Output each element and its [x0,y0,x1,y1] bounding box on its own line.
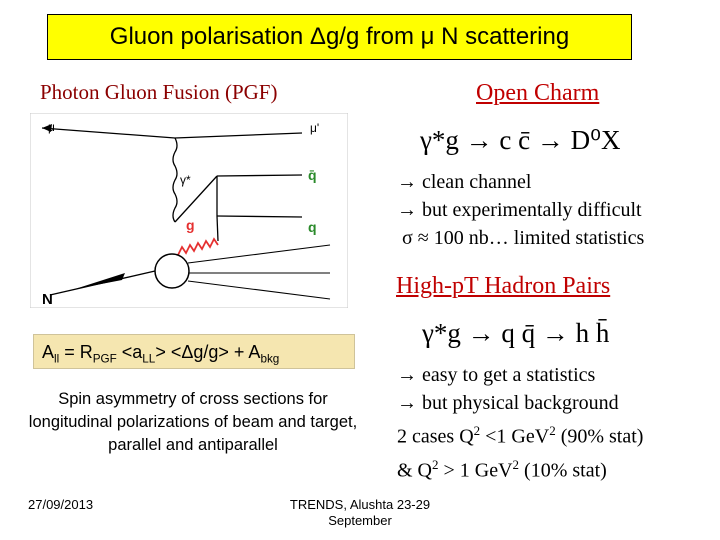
high-pt-note-4-c: (10% stat) [519,459,607,482]
formula-plus: + A [228,342,261,362]
label-mu-out: μ' [310,121,320,135]
formula-r-sub: PGF [92,352,117,366]
label-nucleon: N [42,291,53,308]
diagram-frame [30,113,348,308]
label-q: q [308,219,317,235]
high-pt-note-4-sup2: 2 [512,456,520,472]
slide-title: Gluon polarisation Δg/g from μ N scattering [47,14,632,60]
open-charm-heading: Open Charm [476,80,600,106]
high-pt-note-3 [397,417,643,451]
diagram-svg [30,113,348,308]
high-pt-note-1: → easy to get a statistics [397,364,596,386]
label-gamma: γ* [180,173,191,187]
formula-open: <a [116,342,143,362]
open-charm-note-3: σ ≈ 100 nb… limited statistics [402,227,645,249]
high-pt-note-3-sup1: 2 [473,423,481,438]
footer-conference: TRENDS, Alushta 23-29 September [289,497,431,528]
label-gluon: g [186,217,195,233]
high-pt-note-4-b: > 1 GeV [438,459,513,482]
nucleon-blob [155,254,189,288]
high-pt-note-4-sup1: 2 [432,456,439,472]
high-pt-note-3-sup2: 2 [549,423,556,438]
high-pt-note-4-a: & Q [397,459,432,482]
open-charm-notes [397,168,644,252]
formula-eq-r: = R [59,342,93,362]
formula-a-sub: ll [54,352,60,366]
high-pt-note-3-b: <1 GeV [480,425,550,448]
footer-date: 27/09/2013 [28,497,94,512]
open-charm-note-1: → clean channel [397,171,532,193]
pgf-feynman-diagram [30,113,348,308]
formula-a2-sub: LL [142,352,156,366]
asymmetry-formula [33,334,355,369]
high-pt-note-2: → but physical background [397,392,619,414]
label-qbar: q̄ [308,167,317,183]
label-mu-in: μ [48,120,55,134]
high-pt-heading: High-pT Hadron Pairs [396,273,611,299]
high-pt-note-3-c: (90% stat) [555,425,644,448]
formula-a: A [42,342,55,362]
high-pt-notes [397,361,643,484]
open-charm-reaction: γ*g → c c̄ → D⁰X [420,125,621,155]
pgf-heading: Photon Gluon Fusion (PGF) [40,80,278,104]
high-pt-note-4 [397,451,643,485]
formula-dg: <Δg/g> [165,342,229,362]
high-pt-reaction: γ*g → q q̄ → h h̄ [422,318,610,348]
formula-close: > [155,342,166,362]
open-charm-note-2: → but experimentally difficult [397,199,642,221]
high-pt-note-3-a: 2 cases Q [397,425,474,448]
formula-bkg-sub: bkg [260,352,280,366]
spin-asymmetry-text: Spin asymmetry of cross sections for longitudinal polarizations of beam and target, parallel and antiparallel [28,390,358,454]
